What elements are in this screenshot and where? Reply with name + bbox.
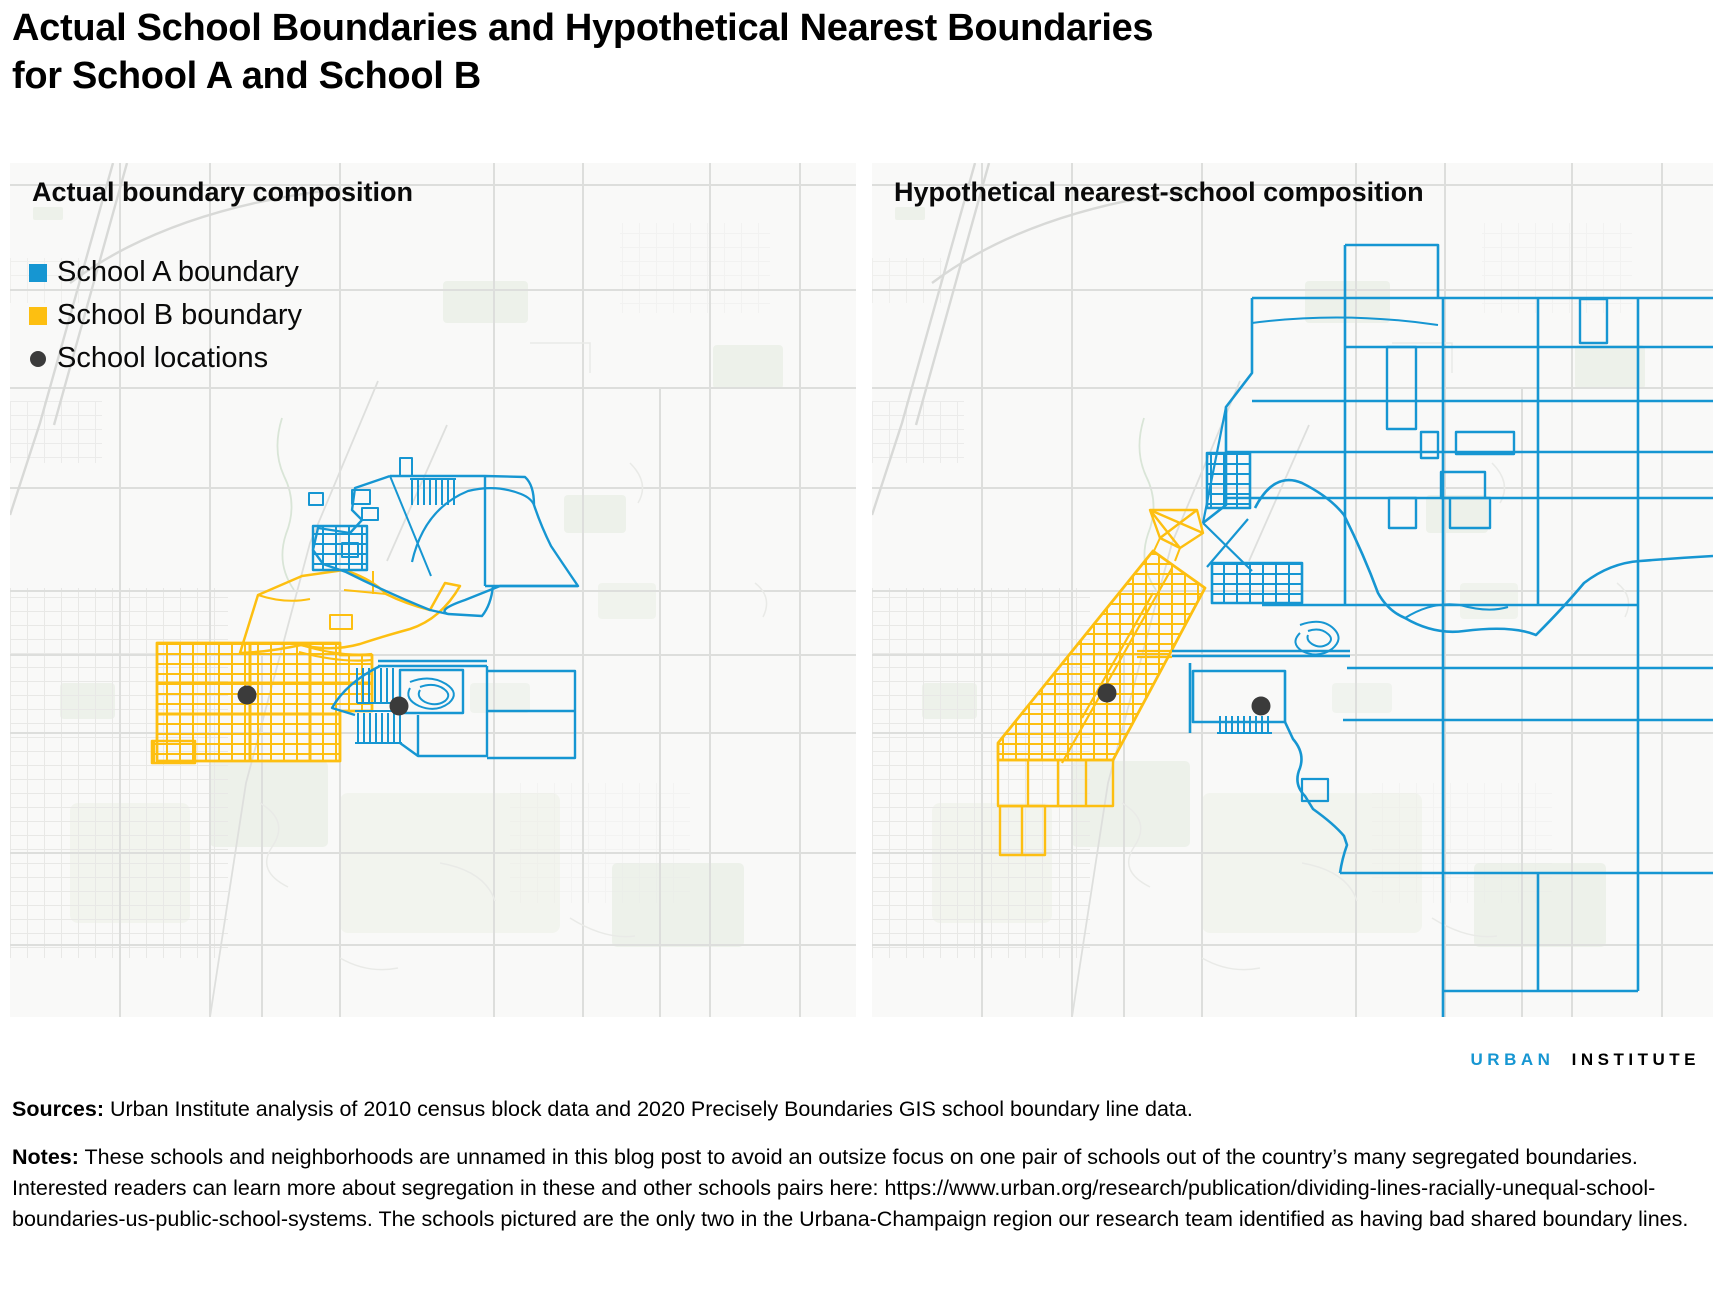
school-b-location-dot (1098, 684, 1117, 703)
sources-text: Urban Institute analysis of 2010 census block data and 2020 Precisely Boundaries GIS school boundary line data. (110, 1097, 1193, 1121)
sources-label: Sources: (12, 1097, 105, 1121)
sources-line (12, 1094, 1704, 1125)
legend-item-school-locations (29, 337, 302, 380)
figure-title-line1: Actual School Boundaries and Hypothetical Nearest Boundaries (12, 7, 1154, 49)
figure-title-line2: for School A and School B (12, 55, 481, 97)
school-b-swatch-icon (29, 307, 47, 325)
legend-label-school-a: School A boundary (57, 256, 299, 288)
notes-text: These schools and neighborhoods are unnamed in this blog post to avoid an outsize focus on one pair of schools out of the country’s many segregated boundaries. Interested readers can learn more about segregation in these and other schools pairs here: https://www.urban.org/research/publication/dividing-lines-racially-unequal-school-boundaries-us-public-school-systems. The schools pictured are the only two in the Urbana-Champaign region our research team identified as having bad shared boundary lines. (12, 1145, 1689, 1231)
legend (29, 251, 302, 380)
school-b-location-dot (238, 686, 257, 705)
notes-label: Notes: (12, 1145, 79, 1169)
notes-paragraph (12, 1142, 1704, 1235)
panel-heading-actual: Actual boundary composition (32, 177, 414, 207)
school-location-swatch-icon (29, 350, 47, 368)
school-a-swatch-icon (29, 264, 47, 282)
school-a-location-dot (1252, 697, 1271, 716)
wordmark-urban: URBAN (1470, 1050, 1555, 1069)
school-a-location-dot (390, 697, 409, 716)
map-right-canvas (872, 163, 1713, 1017)
legend-item-school-b (29, 294, 302, 337)
legend-item-school-a (29, 251, 302, 294)
figure-title (12, 4, 1153, 100)
legend-label-school-b: School B boundary (57, 299, 303, 331)
urban-institute-wordmark (1471, 1050, 1700, 1070)
legend-label-school-locations: School locations (57, 342, 269, 374)
map-panel-actual (10, 163, 856, 1017)
panel-heading-hypothetical: Hypothetical nearest-school composition (894, 177, 1424, 207)
wordmark-institute: INSTITUTE (1571, 1050, 1700, 1069)
map-panel-hypothetical (872, 163, 1713, 1017)
